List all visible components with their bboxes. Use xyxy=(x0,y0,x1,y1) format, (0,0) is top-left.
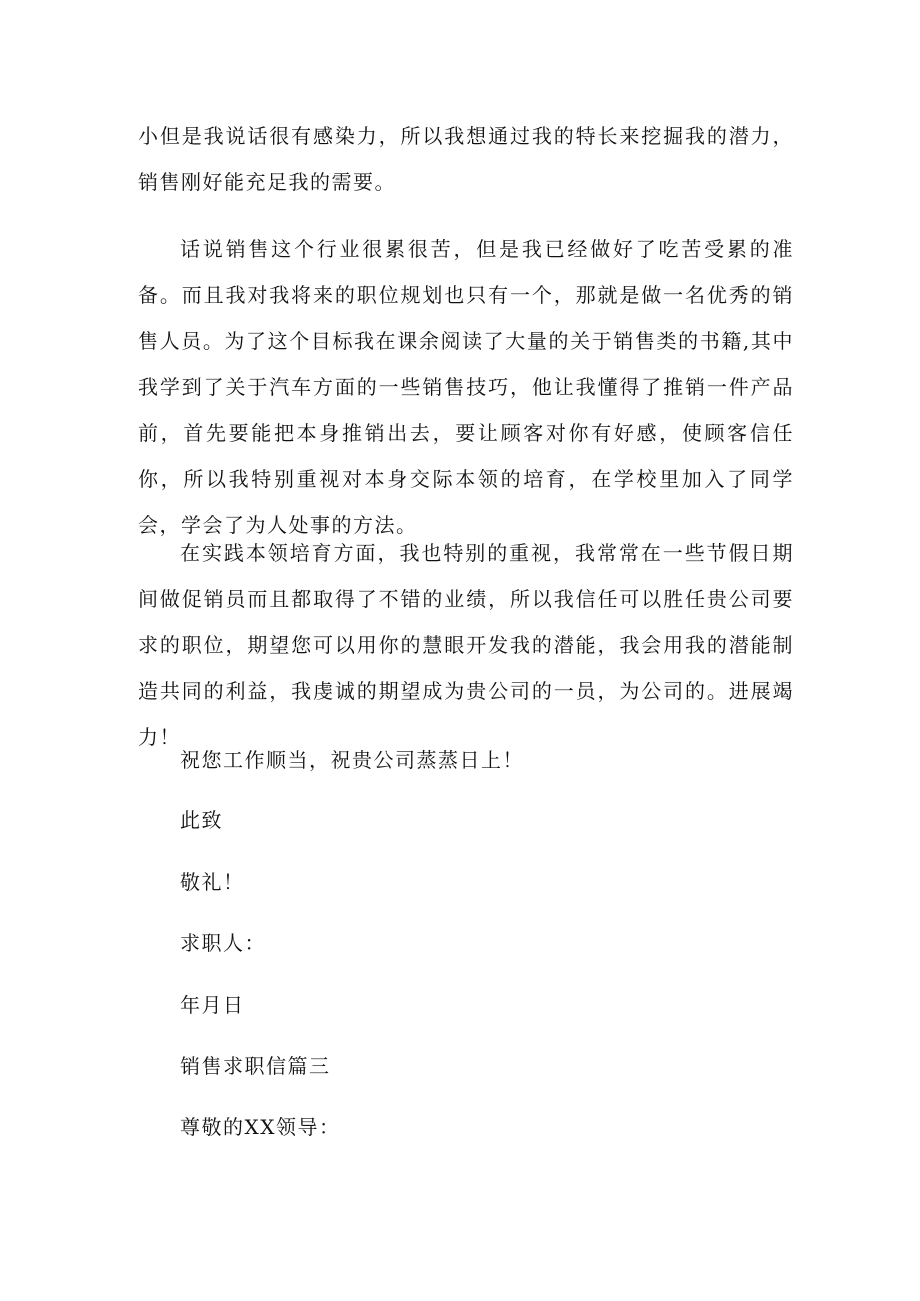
salutation-cizhi: 此致 xyxy=(180,808,223,832)
section-title: 销售求职信篇三 xyxy=(180,1054,331,1078)
signature-label: 求职人： xyxy=(180,931,266,955)
date-line: 年月日 xyxy=(180,993,245,1017)
greeting-line: 尊敬的XX领导： xyxy=(180,1115,341,1139)
closing-wish: 祝您工作顺当，祝贵公司蒸蒸日上！ xyxy=(180,748,524,772)
paragraph-1: 小但是我说话很有感染力，所以我想通过我的特长来挖掘我的潜力，销售刚好能充足我的需要。 xyxy=(138,124,794,194)
salutation-jingli: 敬礼！ xyxy=(180,870,245,894)
paragraph-2: 话说销售这个行业很累很苦，但是我已经做好了吃苦受累的准备。而且我对我将来的职位规划也只有一个，那就是做一名优秀的销售人员。为了这个目标我在课余阅读了大量的关于销售类的书籍,其中我学到了关于汽车方面的一些销售技巧，他让我懂得了推销一件产品前，首先要能把本身推销出去，要让顾客对你有好感，使顾客信任你，所以我特别重视对本身交际本领的培育，在学校里加入了同学会，学会了为人处事的方法。 xyxy=(138,237,794,537)
paragraph-3: 在实践本领培育方面，我也特别的重视，我常常在一些节假日期间做促销员而且都取得了不错的业绩，所以我信任可以胜任贵公司要求的职位，期望您可以用你的慧眼开发我的潜能，我会用我的潜能制造共同的利益，我虔诚的期望成为贵公司的一员，为公司的。进展竭力！ xyxy=(138,541,794,749)
